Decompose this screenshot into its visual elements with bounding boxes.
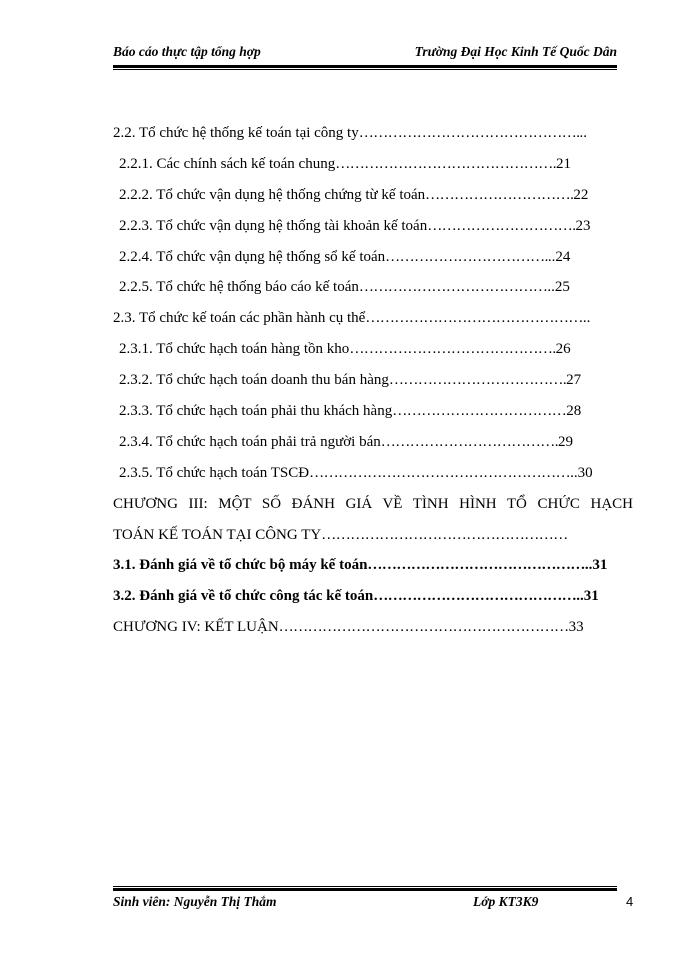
toc-entry[interactable] <box>113 365 633 396</box>
toc-leader-dots: ………………………………………. <box>358 125 580 141</box>
toc-entry[interactable] <box>113 334 633 365</box>
toc-leader-dots: ………………………………………. <box>335 155 556 172</box>
toc-page-number: ..25 <box>547 279 570 296</box>
header-university: Trường Đại Học Kinh Tế Quốc Dân <box>414 44 617 59</box>
toc-entry[interactable] <box>113 242 633 273</box>
toc-entry[interactable] <box>113 272 633 303</box>
footer-class: Lớp KT3K9 <box>473 894 539 909</box>
toc-leader-dots: ……………………………. <box>385 248 548 265</box>
toc-page-number: 23 <box>575 217 591 234</box>
footer-rule-thick <box>113 888 617 891</box>
toc-page-number: 29 <box>558 433 574 450</box>
toc-entry-label: 3.1. Đánh giá về tổ chức bộ máy kế toán <box>113 557 368 574</box>
toc-leader-dots: …………………………. <box>425 186 574 203</box>
header-report-title: Báo cáo thực tập tổng hợp <box>113 44 261 59</box>
header-rule-thick <box>113 65 617 68</box>
toc-entry-label: 2.2.3. Tổ chức vận dụng hệ thống tài khoản kế toán <box>119 217 428 234</box>
toc-leader-dots: ……………………………………. <box>349 341 556 358</box>
toc-entry[interactable] <box>113 396 633 427</box>
toc-leader-dots: ……………………………… <box>392 403 567 420</box>
toc-chapter3-line2[interactable] <box>113 520 633 551</box>
toc-entry[interactable] <box>113 211 633 242</box>
toc-leader-dots: …………………………………………………… <box>278 619 569 636</box>
toc-entry-label: 2.2. Tổ chức hệ thống kế toán tại công ty <box>113 125 359 141</box>
header-rule-thin <box>113 69 617 70</box>
toc-leader-dots: ……………………………………… <box>365 310 583 327</box>
toc-entry-label: TOÁN KẾ TOÁN TẠI CÔNG TY <box>113 526 322 543</box>
toc-entry-label: 3.2. Đánh giá về tổ chức công tác kế toán <box>113 588 374 605</box>
toc-leader-dots: ………………………………. <box>380 433 559 450</box>
toc-leader-dots: ………………………………… <box>358 279 548 296</box>
toc-entry-label: 2.3.2. Tổ chức hạch toán doanh thu bán hàng <box>119 372 389 389</box>
toc-entry-label: 2.3.4. Tổ chức hạch toán phải trả người bán <box>119 433 381 450</box>
toc-entry-label: 2.2.2. Tổ chức vận dụng hệ thống chứng từ kế toán <box>119 186 426 203</box>
toc-entry[interactable] <box>113 118 633 149</box>
toc-entry[interactable] <box>113 427 633 458</box>
toc-page-number: 33 <box>568 619 584 636</box>
page-number: 4 <box>626 894 634 909</box>
table-of-contents <box>113 118 633 643</box>
toc-page-number: 26 <box>555 341 571 358</box>
toc-page-number: .. <box>579 125 587 141</box>
toc-page-number: ..30 <box>570 464 593 481</box>
toc-leader-dots: …………………………………………… <box>321 526 568 543</box>
toc-page-number: ..31 <box>584 557 608 574</box>
toc-entry[interactable] <box>113 303 633 334</box>
toc-entry-label: 2.3.1. Tổ chức hạch toán hàng tồn kho <box>119 341 350 358</box>
toc-entry[interactable] <box>113 458 633 489</box>
toc-leader-dots: ………………………………. <box>388 372 567 389</box>
page-header <box>113 44 617 64</box>
toc-page-number: 27 <box>566 372 582 389</box>
toc-chapter4[interactable] <box>113 612 633 643</box>
toc-page-number: 28 <box>566 403 582 420</box>
footer-rule-thin <box>113 886 617 887</box>
toc-entry[interactable] <box>113 550 633 581</box>
toc-page-number: .. <box>582 310 591 327</box>
toc-entry[interactable] <box>113 581 633 612</box>
toc-page-number: 21 <box>555 155 571 172</box>
toc-leader-dots: ……………………………………… <box>367 557 585 574</box>
toc-entry-label: CHƯƠNG IV: KẾT LUẬN <box>113 619 279 636</box>
toc-page-number: ..24 <box>547 248 571 265</box>
toc-page-number: 22 <box>573 186 589 203</box>
toc-leader-dots: ……………………………………………… <box>309 464 571 481</box>
toc-entry-label: 2.2.5. Tổ chức hệ thống báo cáo kế toán <box>119 279 359 296</box>
toc-entry-label: 2.3.5. Tổ chức hạch toán TSCĐ <box>119 464 310 481</box>
toc-entry[interactable] <box>113 149 633 180</box>
page-footer <box>113 894 617 914</box>
toc-entry-label: 2.2.1. Các chính sách kế toán chung <box>119 155 336 172</box>
toc-leader-dots: …………………………………… <box>373 588 577 605</box>
toc-entry-label: 2.2.4. Tổ chức vận dụng hệ thống sổ kế toán <box>119 248 386 265</box>
toc-entry-label: 2.3.3. Tổ chức hạch toán phải thu khách hàng <box>119 403 393 420</box>
toc-leader-dots: …………………………. <box>427 217 576 234</box>
footer-student-name: Sinh viên: Nguyễn Thị Thắm <box>113 894 277 909</box>
toc-entry[interactable] <box>113 180 633 211</box>
toc-chapter3-line1[interactable]: CHƯƠNG III: MỘT SỐ ĐÁNH GIÁ VỀ TÌNH HÌNH TỔ CHỨC HẠCH <box>113 495 633 512</box>
toc-page-number: ..31 <box>576 588 599 605</box>
toc-entry-label: 2.3. Tổ chức kế toán các phần hành cụ thể <box>113 310 366 327</box>
